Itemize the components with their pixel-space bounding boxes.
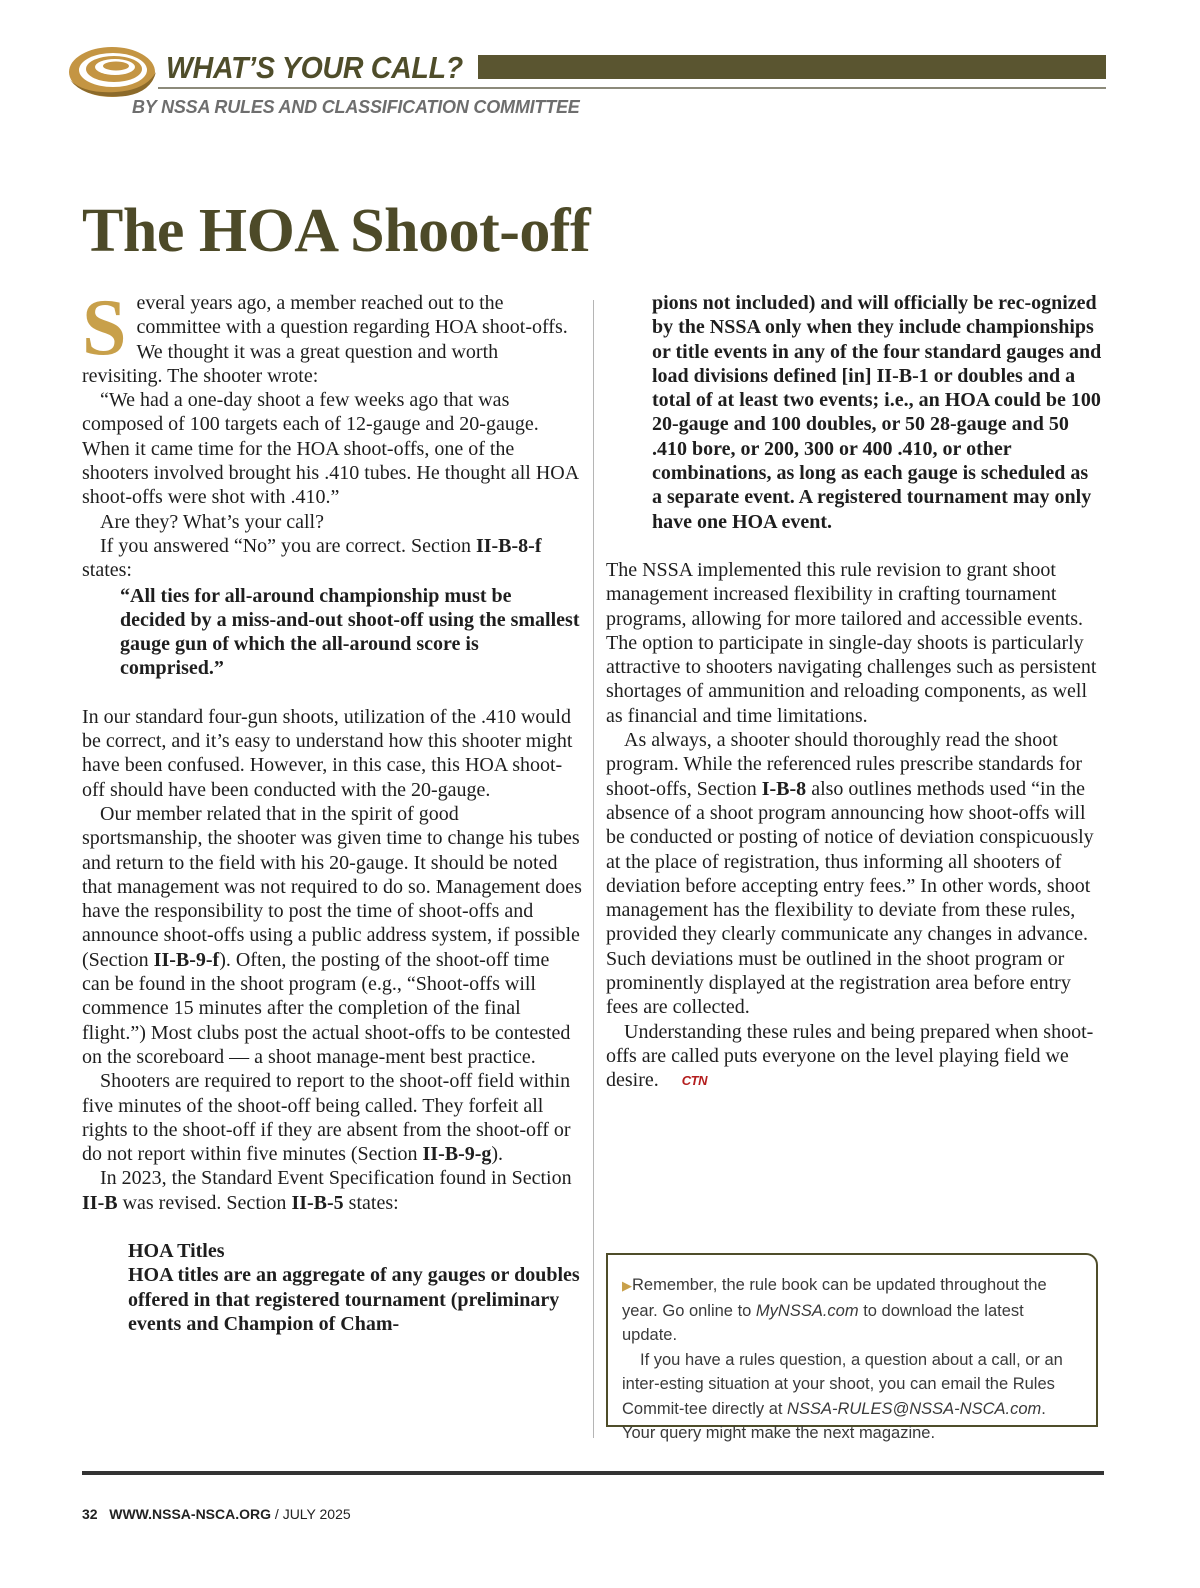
- footer-rule: [82, 1471, 1104, 1475]
- question-paragraph: Are they? What’s your call?: [100, 510, 324, 533]
- mynssa-link[interactable]: MyNSSA.com: [755, 1301, 859, 1320]
- section-ref: II-B-8-f: [475, 534, 542, 557]
- hoa-titles-heading: HOA Titles: [128, 1239, 225, 1262]
- column-divider: [593, 300, 594, 1438]
- body-paragraph: In our standard four-gun shoots, utilization of the .410 would be correct, and it’s easy to understand how this shooter might have been confused. However, in this case, this HOA shoot-off should have been conducted with the 20-gauge.: [82, 705, 573, 801]
- section-ref: I-B-8: [761, 777, 807, 800]
- note-contact: If you have a rules question, a question about a call, or an inter-esting situation at your shoot, you can email the Rules Commit-tee directly at NSSA-RULES@NSSA-NSCA.com. Your query might make the next magazine.: [622, 1350, 1063, 1442]
- issue-date: JULY 2025: [282, 1506, 351, 1522]
- page-footer: 32 WWW.NSSA-NSCA.ORG / JULY 2025: [82, 1506, 351, 1522]
- rules-email-link[interactable]: NSSA-RULES@NSSA-NSCA.com: [787, 1399, 1042, 1418]
- section-kicker: WHAT’S YOUR CALL?: [166, 50, 463, 85]
- answer-paragraph: If you answered “No” you are correct. Section II-B-8-f states:: [82, 534, 542, 582]
- body-paragraph: Shooters are required to report to the shoot-off field within five minutes of the shoot-off being called. They forfeit all rights to the shoot-off if they are absent from the shoot-off or do not report within five minutes (Section II-B-9-g).: [82, 1070, 571, 1166]
- body-paragraph: Our member related that in the spirit of good sportsmanship, the shooter was given time to change his tubes and return to the field with his 20-gauge. It should be noted that management was not required to do so. Management does have the responsibility to post the time of shoot-offs and announce shoot-offs using a public address system, if possible (Section II-B-9-f). Often, the posting of the shoot-off time can be found in the shoot program (e.g., “Shoot-offs will commence 15 minutes after the completion of the final flight.”) Most clubs post the actual shoot-offs to be contested on the scoreboard — a shoot manage-ment best practice.: [82, 802, 582, 1068]
- intro-paragraph: Several years ago, a member reached out to the committee with a question regarding HOA shoot-offs. We thought it was a great question and worth revisiting. The shooter wrote:: [82, 284, 568, 387]
- note-update: ▶Remember, the rule book can be updated throughout the year. Go online to MyNSSA.com to download the latest update.: [622, 1276, 1047, 1344]
- rulebook-note-box: [606, 1253, 1098, 1442]
- triangle-bullet-icon: ▶: [622, 1278, 632, 1293]
- hoa-titles-rule: HOA titles are an aggregate of any gauges or doubles offered in that registered tournament (preliminary events and Champion of Cham-: [128, 1264, 580, 1335]
- rule-quote: “All ties for all-around championship must be decided by a miss-and-out shoot-off using the smallest gauge gun of which the all-around score is comprised.”: [120, 584, 580, 680]
- kicker-rule: [158, 87, 1106, 89]
- section-ref: II-B-5: [291, 1191, 344, 1214]
- body-paragraph: The NSSA implemented this rule revision to grant shoot management increased flexibility in crafting tournament programs, allowing for more tailored and accessible events. The option to participate in single-day shoots is particularly attractive to shooters navigating challenges such as persistent shortages of ammunition and reloading components, as well as financial and time limitations.: [606, 558, 1097, 727]
- closing-paragraph: Understanding these rules and being prepared when shoot-offs are called puts everyone on the level playing field we desire. CTN: [606, 1020, 1102, 1094]
- article-column-left: [82, 284, 582, 1336]
- section-header: [66, 40, 1106, 122]
- article-column-right: [606, 291, 1102, 1094]
- ctn-end-mark: CTN: [681, 1073, 707, 1089]
- article-title: The HOA Shoot-off: [82, 197, 591, 265]
- shooter-quote-paragraph: “We had a one-day shoot a few weeks ago that was composed of 100 targets each of 12-gauge and 20-gauge. When it came time for the HOA shoot-offs, one of the shooters involved brought his .410 tubes. He thought all HOA shoot-offs were shot with .410.”: [82, 389, 579, 509]
- page-number: 32: [82, 1506, 98, 1522]
- footer-url[interactable]: WWW.NSSA-NSCA.ORG: [109, 1506, 272, 1522]
- clay-target-logo-icon: [66, 40, 158, 104]
- body-paragraph: In 2023, the Standard Event Specification found in Section II-B was revised. Section II-B-5 states:: [82, 1167, 572, 1214]
- body-paragraph: As always, a shooter should thoroughly read the shoot program. While the referenced rules prescribe standards for shoot-offs, Section I-B-8 also outlines methods used “in the absence of a shoot program announcing how shoot-offs will be conducted or posting of notice of deviation conspicuously at the place of registration, thus informing all shooters of deviation before accepting entry fees.” In other words, shoot management has the flexibility to deviate from these rules, provided they clearly communicate any changes in advance. Such deviations must be outlined in the shoot program or prominently displayed at the registration area before entry fees are collected.: [606, 729, 1094, 1019]
- kicker-bar: [478, 55, 1106, 79]
- drop-cap: S: [82, 284, 127, 372]
- hoa-titles-rule-continued: pions not included) and will officially be rec-ognized by the NSSA only when they include championships or title events in any of the four standard gauges and load divisions defined [in] II-B-1 or doubles and a total of at least two events; i.e., an HOA could be 100 20-gauge and 100 doubles, or 50 28-gauge and 50 .410 bore, or 200, 300 or 400 .410, or other combinations, as long as each gauge is scheduled as a separate event. A registered tournament may only have one HOA event.: [652, 292, 1102, 533]
- section-ref: II-B-9-f: [153, 948, 220, 971]
- section-ref: II-B-9-g: [422, 1143, 492, 1166]
- section-ref: II-B: [82, 1191, 118, 1214]
- byline: BY NSSA RULES AND CLASSIFICATION COMMITTEE: [132, 97, 580, 117]
